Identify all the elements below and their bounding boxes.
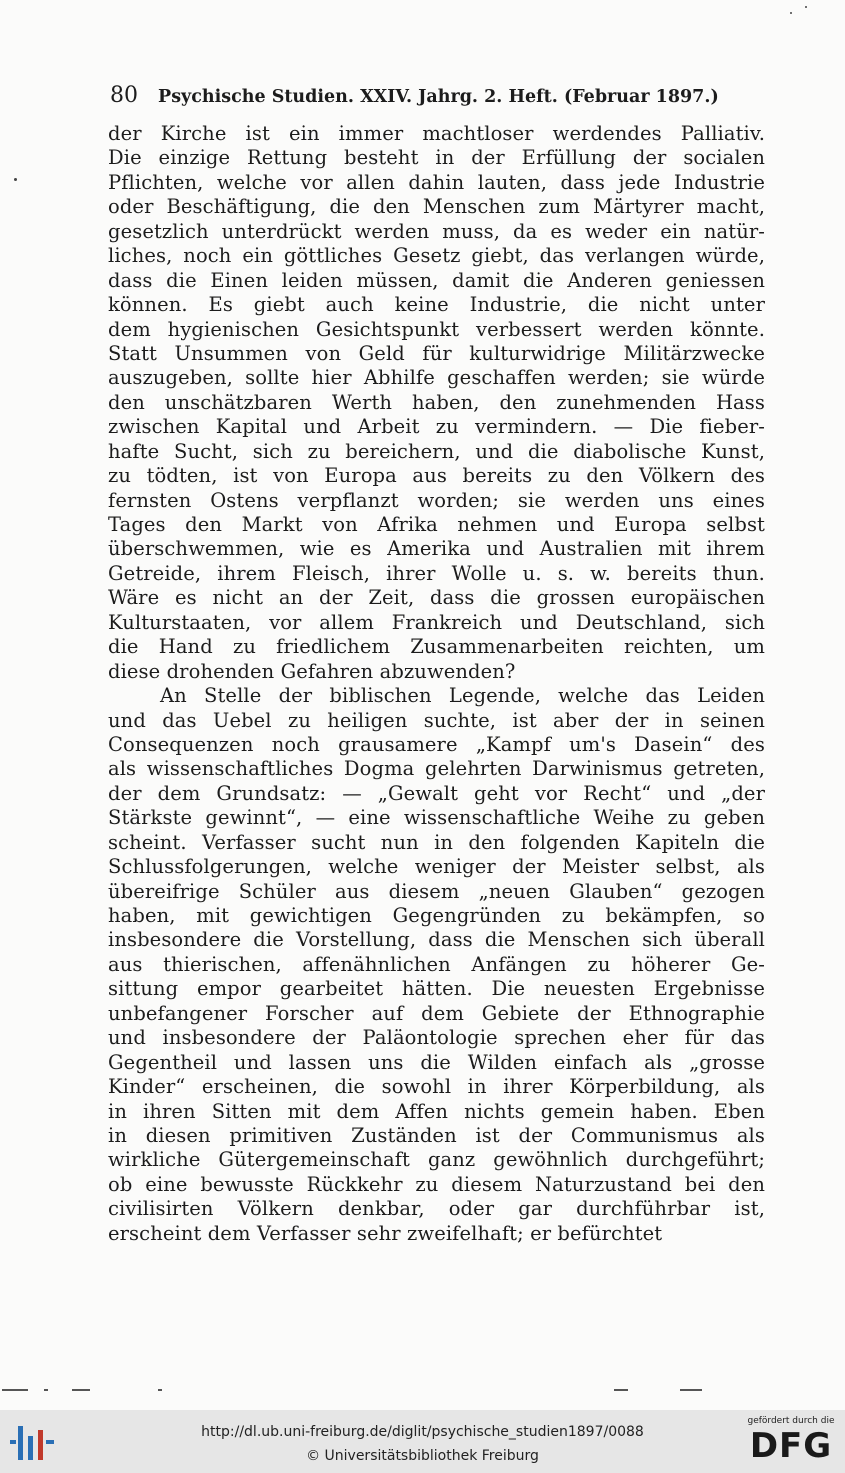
text-line: übereifrige Schüler aus diesem „neuen Glauben“ gezogen <box>108 879 765 903</box>
text-line: wirkliche Gütergemeinschaft ganz gewöhnlich durchgeführt; <box>108 1148 765 1172</box>
text-line: und insbesondere der Paläontologie sprechen eher für das <box>108 1026 765 1050</box>
scan-mark <box>158 1389 162 1391</box>
text-line: ob eine bewusste Rückkehr zu diesem Naturzustand bei den <box>108 1172 765 1196</box>
body-text <box>108 122 765 1246</box>
text-line: Tages den Markt von Afrika nehmen und Europa selbst <box>108 513 765 536</box>
text-line: können. Es giebt auch keine Industrie, die nicht unter <box>108 293 765 317</box>
text-line: unbefangener Forscher auf dem Gebiete der Ethnographie <box>108 1001 765 1025</box>
text-line: dass die Einen leiden müssen, damit die Anderen geniessen <box>108 268 765 292</box>
text-line: Gegentheil und lassen uns die Wilden einfach als „grosse <box>108 1050 765 1074</box>
text-line: zwischen Kapital und Arbeit zu vermindern. — Die fieber- <box>108 415 765 439</box>
dfg-sponsor[interactable] <box>745 1416 837 1468</box>
page-url-link[interactable]: http://dl.ub.uni-freiburg.de/diglit/psychische_studien1897/0088 <box>201 1424 644 1440</box>
text-line: liches, noch ein göttliches Gesetz giebt, das verlangen würde, <box>108 244 765 268</box>
scan-mark <box>72 1389 90 1391</box>
text-line: diese drohenden Gefahren abzuwenden? <box>108 659 516 683</box>
text-line: hafte Sucht, sich zu bereichern, und die diabolische Kunst, <box>108 439 765 463</box>
text-line: Consequenzen noch grausamere „Kampf um's Dasein“ des <box>108 732 765 756</box>
text-line: als wissenschaftliches Dogma gelehrten Darwinismus getreten, <box>108 757 765 781</box>
text-line: dem hygienischen Gesichtspunkt verbessert werden könnte. <box>108 317 765 341</box>
viewer-footer <box>0 1410 845 1473</box>
running-title: Psychische Studien. XXIV. Jahrg. 2. Heft. (Februar 1897.) <box>158 87 719 107</box>
text-line: Pflichten, welche vor allen dahin lauten, dass jede Industrie <box>108 170 765 194</box>
text-line: An Stelle der biblischen Legende, welche das Leiden <box>160 684 765 708</box>
text-line: aus thierischen, affenähnlichen Anfängen zu höherer Ge- <box>108 952 765 976</box>
scan-speck <box>14 178 17 181</box>
page-number: 80 <box>110 83 138 108</box>
text-line: der Kirche ist ein immer machtloser werdendes Palliativ. <box>108 122 765 145</box>
text-line: zu tödten, ist von Europa aus bereits zu den Völkern des <box>108 464 765 488</box>
text-line: Schlussfolgerungen, welche weniger der Meister selbst, als <box>108 855 765 879</box>
text-line: Kulturstaaten, vor allem Frankreich und Deutschland, sich <box>108 610 765 634</box>
text-line: den unschätzbaren Werth haben, den zunehmenden Hass <box>108 390 765 414</box>
text-line: Wäre es nicht an der Zeit, dass die grossen europäischen <box>108 586 765 610</box>
text-line: gesetzlich unterdrückt werden muss, da es weder ein natür- <box>108 219 765 243</box>
scan-marks <box>0 1385 845 1395</box>
text-line: erscheint dem Verfasser sehr zweifelhaft; er befürchtet <box>108 1221 663 1245</box>
text-line: in diesen primitiven Zuständen ist der Communismus als <box>108 1123 765 1147</box>
text-line: insbesondere die Vorstellung, dass die Menschen sich überall <box>108 928 765 952</box>
text-line: oder Beschäftigung, die den Menschen zum Märtyrer macht, <box>108 195 765 219</box>
text-line: Getreide, ihrem Fleisch, ihrer Wolle u. s. w. bereits thun. <box>108 561 765 585</box>
text-line: auszugeben, sollte hier Abhilfe geschaffen werden; sie würde <box>108 366 765 390</box>
text-line: sittung empor gearbeitet hätten. Die neuesten Ergebnisse <box>108 977 765 1001</box>
text-line: haben, mit gewichtigen Gegengründen zu bekämpfen, so <box>108 904 765 927</box>
text-line: die Hand zu friedlichem Zusammenarbeiten reichten, um <box>108 635 765 659</box>
text-line: scheint. Verfasser sucht nun in den folgenden Kapiteln die <box>108 830 765 854</box>
text-line: der dem Grundsatz: — „Gewalt geht vor Recht“ und „der <box>108 781 765 805</box>
text-line: Stärkste gewinnt“, — eine wissenschaftliche Weihe zu geben <box>108 806 765 830</box>
scan-mark <box>680 1389 702 1391</box>
text-line: fernsten Ostens verpflanzt worden; sie werden uns eines <box>108 488 765 512</box>
text-line: und das Uebel zu heiligen suchte, ist aber der in seinen <box>108 708 765 732</box>
text-line: Die einzige Rettung besteht in der Erfüllung der socialen <box>108 146 765 170</box>
scan-mark <box>614 1389 628 1391</box>
text-line: in ihren Sitten mit dem Affen nichts gemein haben. Eben <box>108 1099 765 1123</box>
text-line: Kinder“ erscheinen, die sowohl in ihrer Körperbildung, als <box>108 1075 765 1099</box>
text-line: civilisirten Völkern denkbar, oder gar durchführbar ist, <box>108 1197 765 1221</box>
text-line: überschwemmen, wie es Amerika und Australien mit ihrem <box>108 537 765 561</box>
sponsor-caption: gefördert durch die <box>747 1416 835 1426</box>
scan-mark <box>2 1389 28 1391</box>
scan-speck <box>805 6 807 8</box>
scan-speck <box>790 12 792 14</box>
scan-mark <box>44 1389 48 1391</box>
text-line: Statt Unsummen von Geld für kulturwidrige Militärzwecke <box>108 341 765 365</box>
dfg-logo: DFG <box>749 1426 833 1466</box>
running-header <box>110 80 770 112</box>
copyright-notice: © Universitätsbibliothek Freiburg <box>306 1448 539 1464</box>
